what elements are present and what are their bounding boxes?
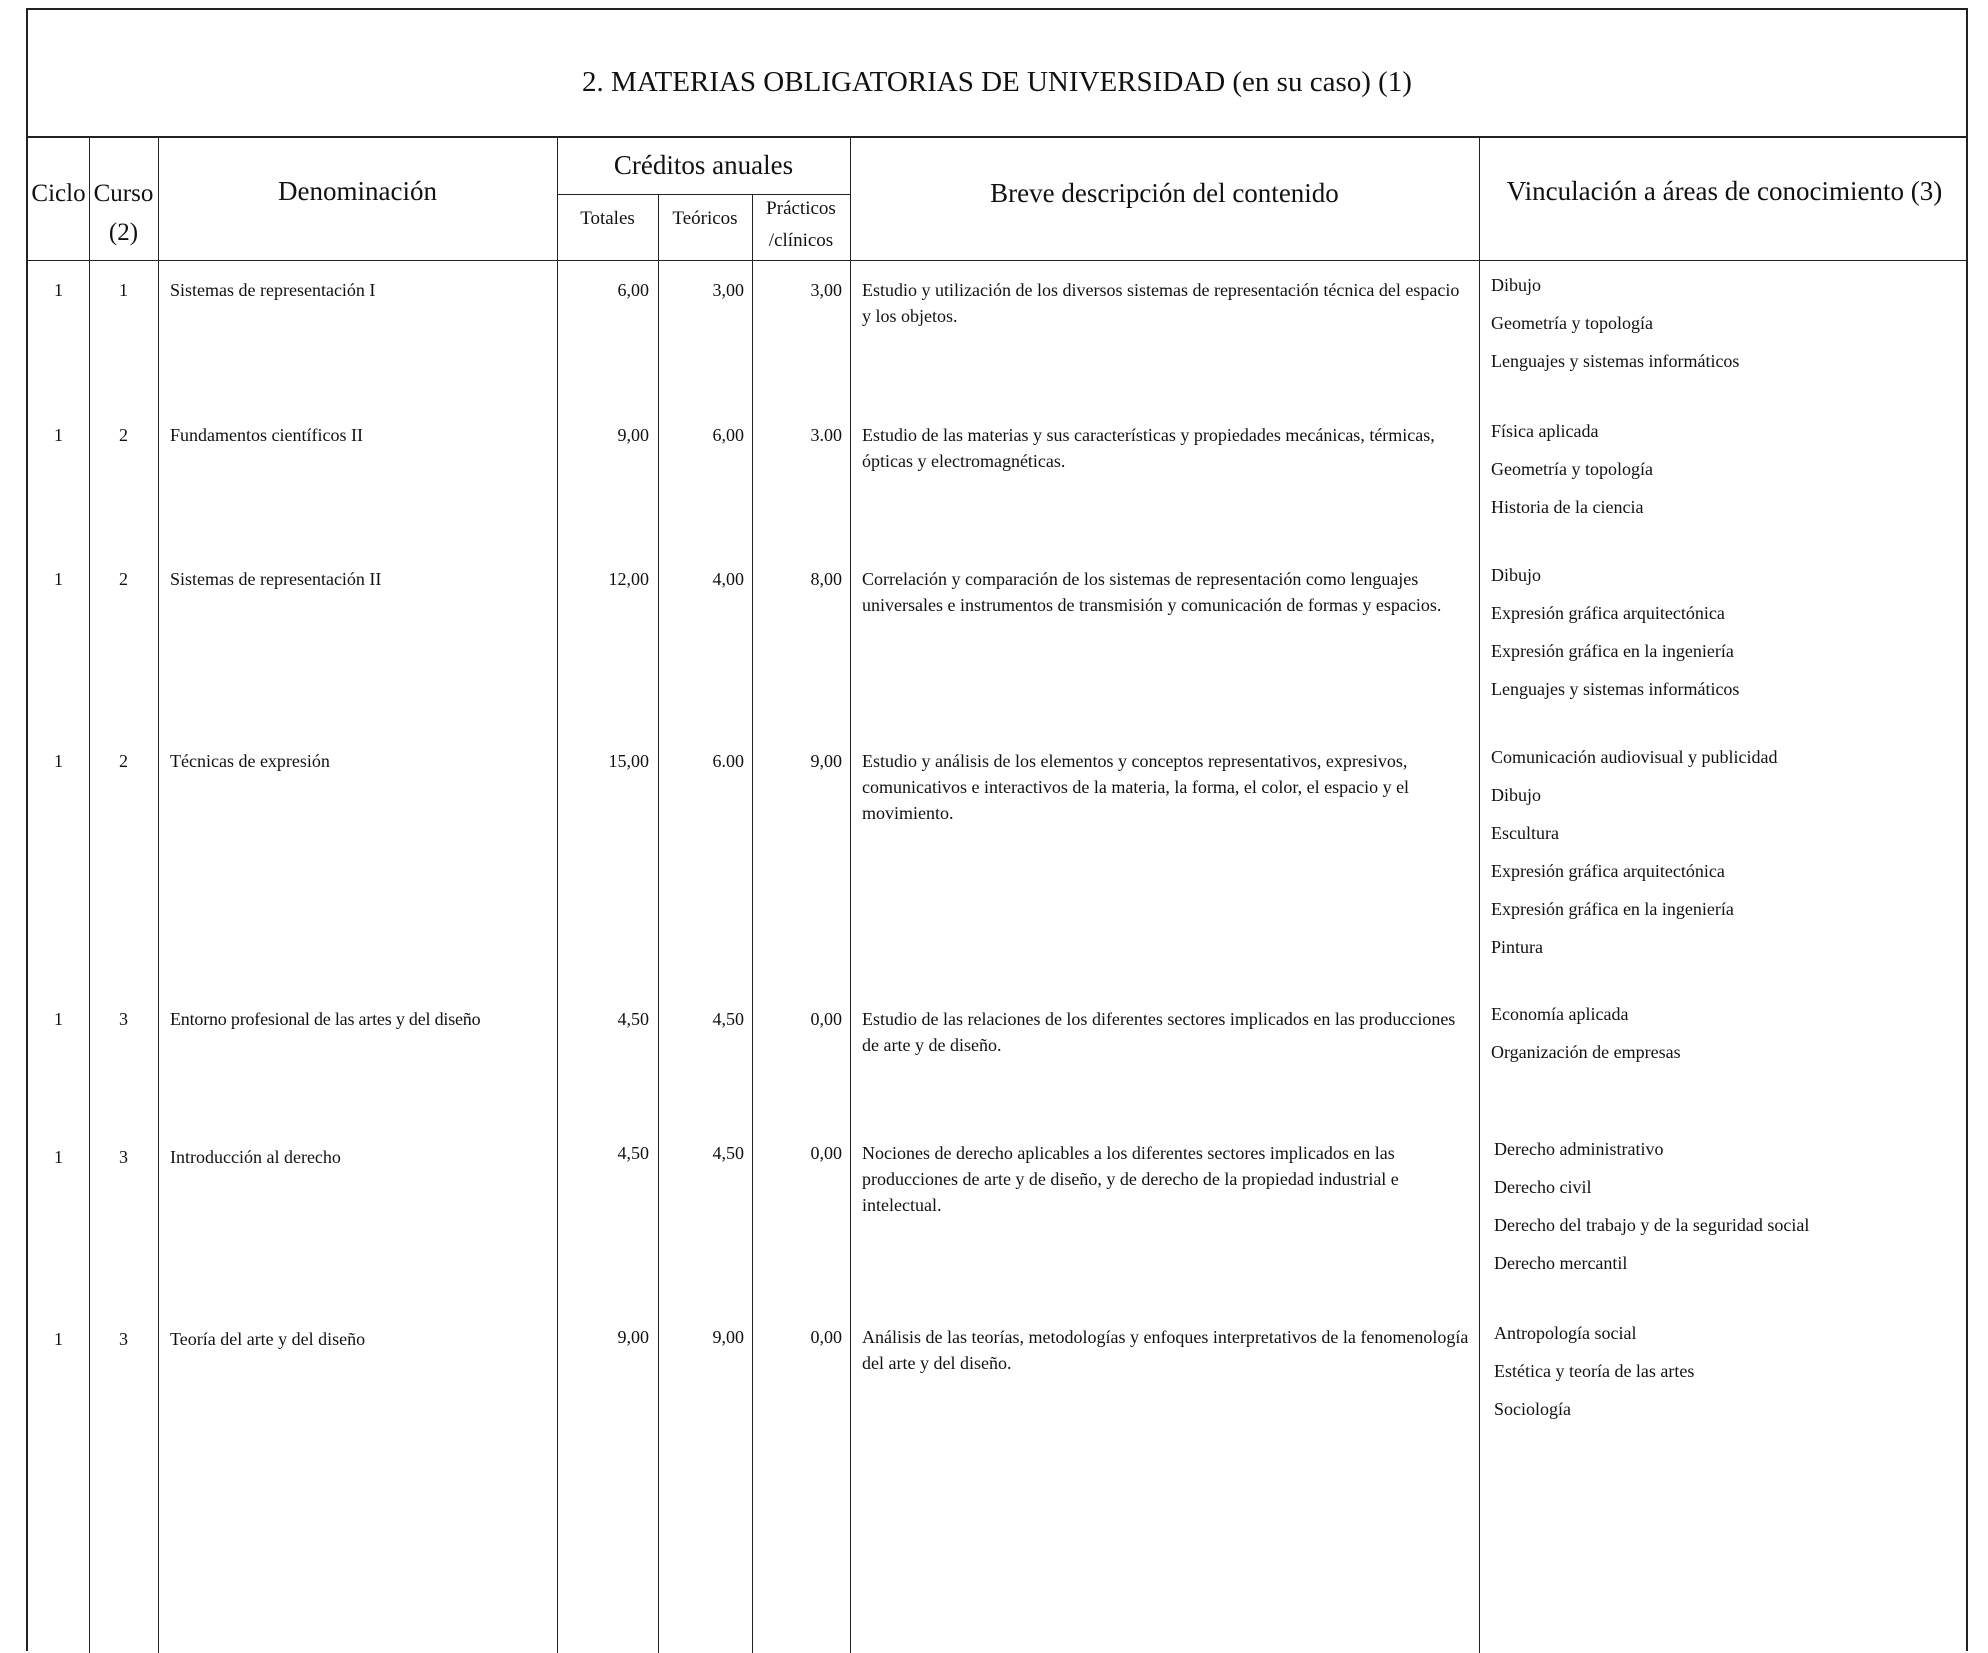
header-teoricos: Teóricos — [672, 208, 738, 229]
row-descripcion: Estudio y utilización de los diversos sistemas de representación técnica del espacio y los objetos. — [862, 280, 1460, 327]
area-item: Expresión gráfica en la ingeniería — [1491, 899, 1734, 919]
area-item: Física aplicada — [1491, 421, 1599, 441]
row-teoricos: 4,50 — [712, 1009, 744, 1029]
header-creditos: Créditos anuales — [613, 150, 794, 180]
document-title: 2. MATERIAS OBLIGATORIAS DE UNIVERSIDAD (en su caso) (1) — [28, 10, 1966, 138]
row-descripcion: Estudio de las materias y sus características y propiedades mecánicas, térmicas, ópticas y electromagnéticas. — [862, 425, 1435, 472]
area-item: Sociología — [1494, 1399, 1571, 1419]
row-teoricos: 3,00 — [712, 280, 744, 300]
header-curso: Curso — [93, 180, 154, 207]
area-item: Escultura — [1491, 823, 1559, 843]
area-item: Expresión gráfica en la ingeniería — [1491, 641, 1734, 661]
row-practicos: 9,00 — [810, 751, 842, 771]
row-areas — [1491, 412, 1963, 526]
area-item: Organización de empresas — [1491, 1042, 1681, 1062]
row-denominacion: Sistemas de representación II — [170, 569, 382, 589]
row-teoricos: 6,00 — [712, 425, 744, 445]
row-totales: 4,50 — [617, 1009, 649, 1029]
row-denominacion: Fundamentos científicos II — [170, 425, 363, 445]
row-totales: 9,00 — [617, 1327, 649, 1347]
row-areas — [1491, 738, 1963, 966]
col-rule-ciclo — [89, 138, 90, 1653]
row-descripcion: Estudio de las relaciones de los diferentes sectores implicados en las producciones de arte y de diseño. — [862, 1009, 1456, 1056]
row-teoricos: 9,00 — [712, 1327, 744, 1347]
area-item: Dibujo — [1491, 275, 1542, 295]
row-ciclo: 1 — [54, 425, 63, 445]
row-totales: 9,00 — [617, 425, 649, 445]
row-practicos: 3,00 — [810, 280, 842, 300]
row-descripcion: Nociones de derecho aplicables a los diferentes sectores implicados en las producciones de arte y de diseño, y de derecho de la propiedad industrial e intelectual. — [862, 1143, 1399, 1216]
col-rule-descripcion — [1479, 138, 1480, 1653]
row-ciclo: 1 — [54, 751, 63, 771]
area-item: Antropología social — [1494, 1323, 1637, 1343]
header-clinicos: /clínicos — [768, 230, 834, 251]
row-denominacion: Introducción al derecho — [170, 1147, 341, 1167]
row-curso: 2 — [119, 425, 128, 445]
area-item: Dibujo — [1491, 565, 1542, 585]
area-item: Geometría y topología — [1491, 313, 1653, 333]
row-ciclo: 1 — [54, 1009, 63, 1029]
area-item: Expresión gráfica arquitectónica — [1491, 603, 1725, 623]
row-curso: 3 — [119, 1009, 128, 1029]
row-descripcion: Correlación y comparación de los sistemas de representación como lenguajes universales e instrumentos de transmisión y comunicación de formas y espacios. — [862, 569, 1442, 616]
header-descripcion: Breve descripción del contenido — [990, 178, 1339, 208]
row-areas — [1494, 1130, 1966, 1282]
row-curso: 2 — [119, 751, 128, 771]
col-rule-teoricos — [752, 194, 753, 1653]
row-curso: 2 — [119, 569, 128, 589]
col-rule-curso — [158, 138, 159, 1653]
area-item: Derecho administrativo — [1494, 1139, 1664, 1159]
row-denominacion: Sistemas de representación I — [170, 280, 376, 300]
row-denominacion: Teoría del arte y del diseño — [170, 1329, 366, 1349]
area-item: Lenguajes y sistemas informáticos — [1491, 351, 1740, 371]
row-areas — [1494, 1314, 1966, 1428]
col-rule-creditos — [850, 138, 851, 1653]
row-totales: 15,00 — [608, 751, 649, 771]
row-teoricos: 4,00 — [712, 569, 744, 589]
row-totales: 6,00 — [617, 280, 649, 300]
row-curso: 1 — [119, 280, 128, 300]
row-areas — [1491, 266, 1963, 380]
row-curso: 3 — [119, 1147, 128, 1167]
row-totales: 4,50 — [617, 1143, 649, 1163]
col-rule-denominacion — [557, 138, 558, 1653]
area-item: Historia de la ciencia — [1491, 497, 1644, 517]
row-teoricos: 4,50 — [712, 1143, 744, 1163]
creditos-inner-rule — [557, 194, 850, 195]
document-sheet — [26, 8, 1968, 1651]
area-item: Derecho del trabajo y de la seguridad social — [1494, 1215, 1810, 1235]
header-ciclo: Ciclo — [31, 180, 86, 207]
row-teoricos: 6.00 — [712, 751, 744, 771]
row-areas — [1491, 556, 1963, 708]
area-item: Expresión gráfica arquitectónica — [1491, 861, 1725, 881]
row-practicos: 8,00 — [810, 569, 842, 589]
area-item: Geometría y topología — [1491, 459, 1653, 479]
row-practicos: 0,00 — [810, 1143, 842, 1163]
area-item: Derecho civil — [1494, 1177, 1592, 1197]
area-item: Derecho mercantil — [1494, 1253, 1628, 1273]
area-item: Pintura — [1491, 937, 1543, 957]
area-item: Economía aplicada — [1491, 1004, 1629, 1024]
header-practicos: Prácticos — [766, 198, 836, 219]
row-ciclo: 1 — [54, 280, 63, 300]
row-curso: 3 — [119, 1329, 128, 1349]
area-item: Dibujo — [1491, 785, 1542, 805]
row-descripcion: Análisis de las teorías, metodologías y enfoques interpretativos de la fenomenología del arte y del diseño. — [862, 1327, 1469, 1374]
row-practicos: 3.00 — [810, 425, 842, 445]
row-areas — [1491, 995, 1963, 1071]
area-item: Estética y teoría de las artes — [1494, 1361, 1695, 1381]
row-denominacion: Entorno profesional de las artes y del diseño — [170, 1009, 481, 1029]
row-ciclo: 1 — [54, 569, 63, 589]
row-descripcion: Estudio y análisis de los elementos y conceptos representativos, expresivos, comunicativos e interactivos de la materia, la forma, el color, el espacio y el movimiento. — [862, 751, 1410, 824]
area-item: Comunicación audiovisual y publicidad — [1491, 747, 1778, 767]
header-totales: Totales — [580, 208, 635, 229]
header-denominacion: Denominación — [278, 176, 437, 206]
row-denominacion: Técnicas de expresión — [170, 751, 330, 771]
header-vinculacion: Vinculación a áreas de conocimiento (3) — [1506, 176, 1943, 206]
header-bottom-rule — [28, 260, 1966, 261]
col-rule-totales — [658, 194, 659, 1653]
row-practicos: 0,00 — [810, 1009, 842, 1029]
header-curso-note: (2) — [108, 219, 139, 246]
row-ciclo: 1 — [54, 1329, 63, 1349]
row-practicos: 0,00 — [810, 1327, 842, 1347]
row-ciclo: 1 — [54, 1147, 63, 1167]
area-item: Lenguajes y sistemas informáticos — [1491, 679, 1740, 699]
row-totales: 12,00 — [608, 569, 649, 589]
